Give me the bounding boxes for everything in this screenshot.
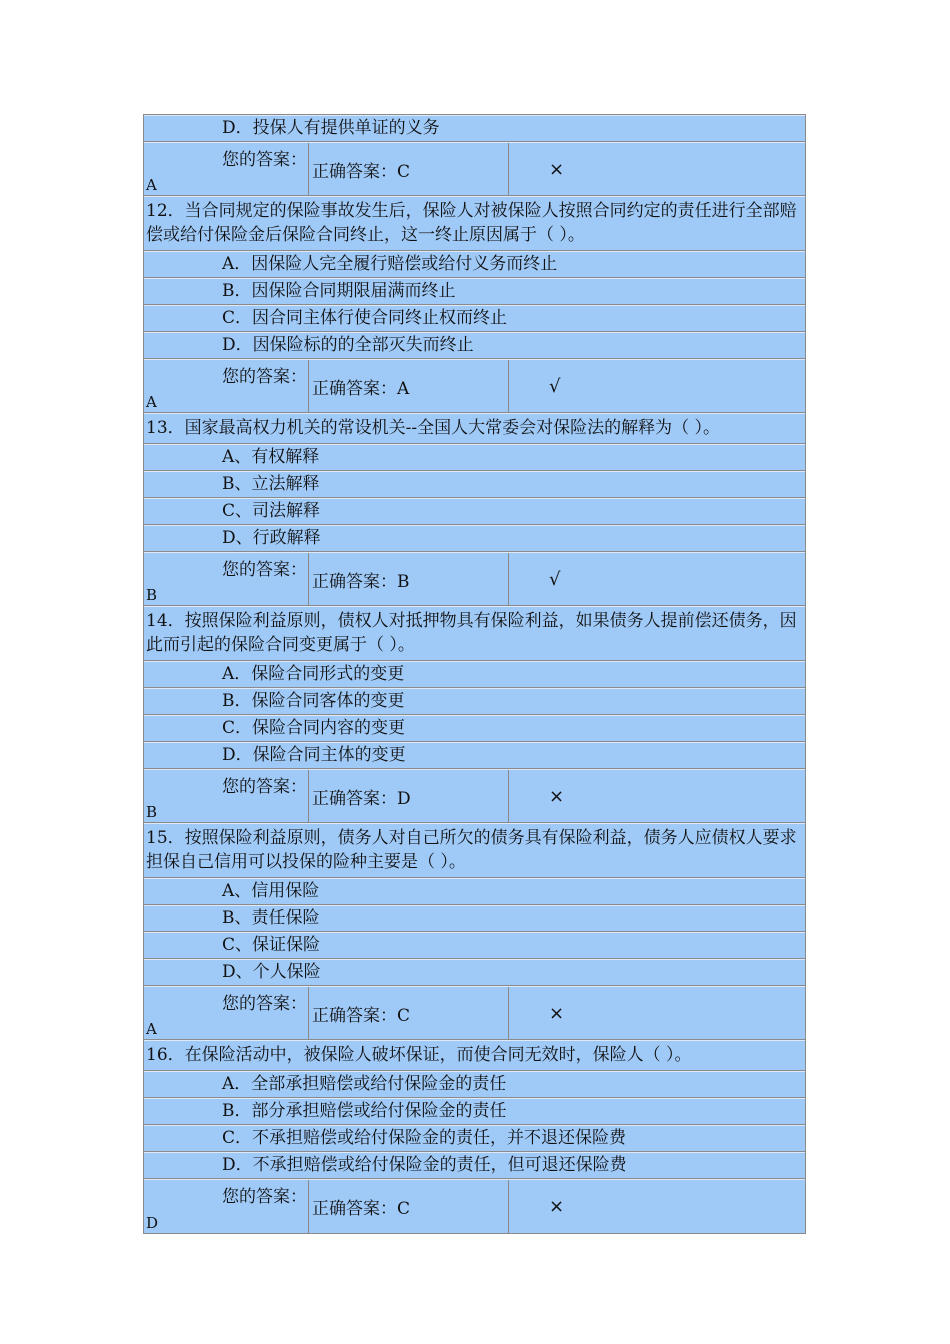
cross-icon: × xyxy=(549,1002,565,1024)
answer-row xyxy=(144,142,805,196)
your-answer-value: A xyxy=(146,1020,157,1038)
option-row: D．投保人有提供单证的义务 xyxy=(144,115,805,142)
your-answer-label: 您的答案： xyxy=(222,777,307,797)
question-text: 13．国家最高权力机关的常设机关--全国人大常委会对保险法的解释为（ ）。 xyxy=(144,413,805,444)
answer-row xyxy=(144,769,805,823)
option-row: D、行政解释 xyxy=(144,525,805,552)
option-row: D．保险合同主体的变更 xyxy=(144,742,805,769)
check-icon: √ xyxy=(549,375,561,397)
answer-row xyxy=(144,552,805,606)
your-answer-cell xyxy=(144,1180,309,1233)
your-answer-cell xyxy=(144,770,309,822)
your-answer-label: 您的答案： xyxy=(222,994,307,1014)
your-answer-label: 您的答案： xyxy=(222,560,307,580)
question-text: 16．在保险活动中，被保险人破坏保证，而使合同无效时，保险人（ ）。 xyxy=(144,1040,805,1071)
answer-row xyxy=(144,986,805,1040)
your-answer-value: B xyxy=(146,803,158,821)
option-row: B．保险合同客体的变更 xyxy=(144,688,805,715)
your-answer-value: D xyxy=(146,1214,159,1232)
your-answer-cell xyxy=(144,360,309,412)
your-answer-value: A xyxy=(146,393,157,411)
option-row: A．全部承担赔偿或给付保险金的责任 xyxy=(144,1071,805,1098)
option-row: C、保证保险 xyxy=(144,932,805,959)
your-answer-label: 您的答案： xyxy=(222,1187,307,1207)
your-answer-value: A xyxy=(146,176,157,194)
option-row: B．部分承担赔偿或给付保险金的责任 xyxy=(144,1098,805,1125)
option-row: D．因保险标的的全部灭失而终止 xyxy=(144,332,805,359)
option-row: C．不承担赔偿或给付保险金的责任，并不退还保险费 xyxy=(144,1125,805,1152)
option-row: A．因保险人完全履行赔偿或给付义务而终止 xyxy=(144,251,805,278)
correct-answer-cell: 正确答案：C xyxy=(309,143,509,195)
check-icon: √ xyxy=(549,568,561,590)
answer-row xyxy=(144,1179,805,1233)
option-row: D、个人保险 xyxy=(144,959,805,986)
correct-answer-cell: 正确答案：B xyxy=(309,553,509,605)
option-row: C．保险合同内容的变更 xyxy=(144,715,805,742)
option-row: D．不承担赔偿或给付保险金的责任，但可退还保险费 xyxy=(144,1152,805,1179)
question-text: 15．按照保险利益原则，债务人对自己所欠的债务具有保险利益，债务人应债权人要求担保自己信用可以投保的险种主要是（ ）。 xyxy=(144,823,805,878)
option-row: B、责任保险 xyxy=(144,905,805,932)
your-answer-label: 您的答案： xyxy=(222,150,307,170)
cross-icon: × xyxy=(549,785,565,807)
your-answer-cell xyxy=(144,987,309,1039)
option-row: B、立法解释 xyxy=(144,471,805,498)
option-row: A、有权解释 xyxy=(144,444,805,471)
correct-answer-cell: 正确答案：D xyxy=(309,770,509,822)
your-answer-cell xyxy=(144,553,309,605)
your-answer-cell xyxy=(144,143,309,195)
correct-answer-cell: 正确答案：A xyxy=(309,360,509,412)
question-text: 14．按照保险利益原则，债权人对抵押物具有保险利益，如果债务人提前偿还债务，因此而引起的保险合同变更属于（ ）。 xyxy=(144,606,805,661)
answer-row xyxy=(144,359,805,413)
option-row: A．保险合同形式的变更 xyxy=(144,661,805,688)
cross-icon: × xyxy=(549,158,565,180)
cross-icon: × xyxy=(549,1196,565,1217)
your-answer-value: B xyxy=(146,586,158,604)
your-answer-label: 您的答案： xyxy=(222,367,307,387)
quiz-sheet xyxy=(143,114,806,1234)
correct-answer-cell: 正确答案：C xyxy=(309,987,509,1039)
question-text: 12．当合同规定的保险事故发生后，保险人对被保险人按照合同约定的责任进行全部赔偿或给付保险金后保险合同终止，这一终止原因属于（ ）。 xyxy=(144,196,805,251)
option-row: C、司法解释 xyxy=(144,498,805,525)
option-row: C．因合同主体行使合同终止权而终止 xyxy=(144,305,805,332)
option-row: A、信用保险 xyxy=(144,878,805,905)
option-row: B．因保险合同期限届满而终止 xyxy=(144,278,805,305)
correct-answer-cell: 正确答案：C xyxy=(309,1180,509,1233)
